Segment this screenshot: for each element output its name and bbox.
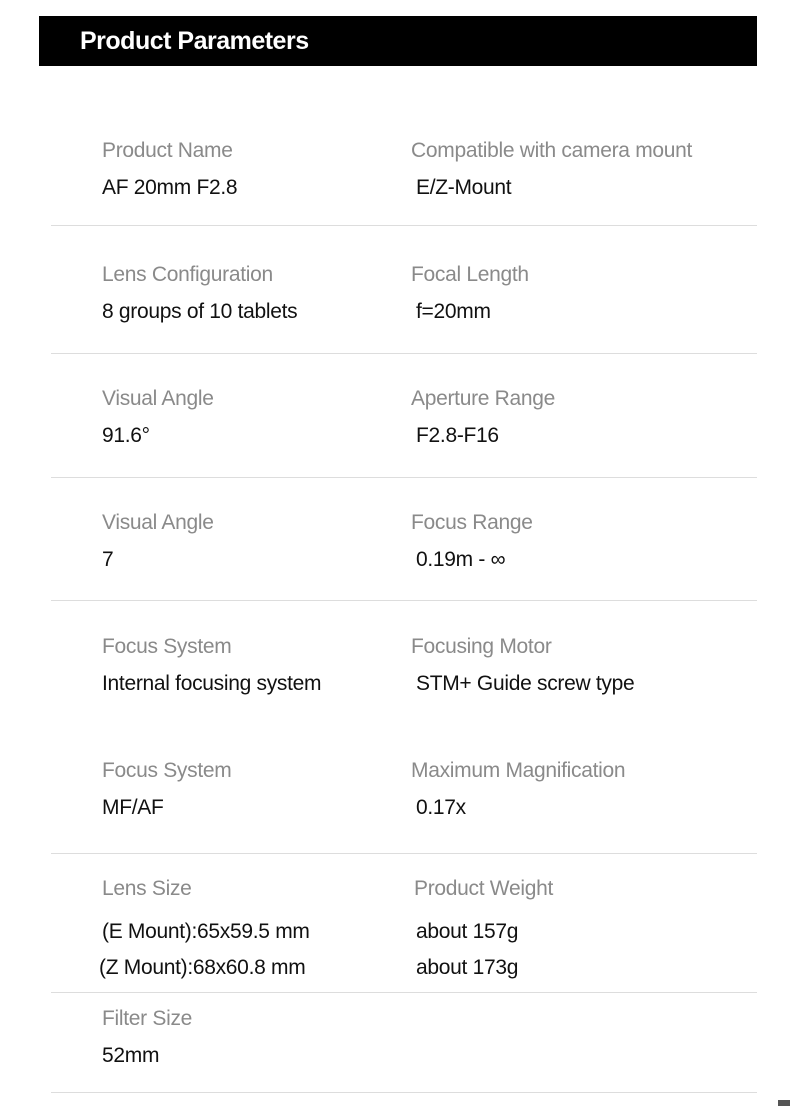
param-label-lens-configuration: Lens Configuration <box>102 263 273 286</box>
param-value-visual-angle-2: 7 <box>102 548 114 571</box>
param-value-camera-mount: E/Z-Mount <box>416 176 512 199</box>
param-label-filter-size: Filter Size <box>102 1007 193 1030</box>
param-label-focus-system-2: Focus System <box>102 759 232 782</box>
row-divider <box>51 992 757 993</box>
row-divider <box>51 1092 757 1093</box>
param-value-weight-e-mount: about 157g <box>416 920 519 943</box>
param-label-product-weight: Product Weight <box>414 877 553 900</box>
param-label-focus-range: Focus Range <box>411 511 533 534</box>
param-label-product-name: Product Name <box>102 139 233 162</box>
param-label-lens-size: Lens Size <box>102 877 192 900</box>
param-value-lens-configuration: 8 groups of 10 tablets <box>102 300 298 323</box>
row-divider <box>51 225 757 226</box>
param-value-aperture-range: F2.8-F16 <box>416 424 499 447</box>
param-label-focusing-motor: Focusing Motor <box>411 635 552 658</box>
param-value-focusing-motor: STM+ Guide screw type <box>416 672 635 695</box>
param-label-max-magnification: Maximum Magnification <box>411 759 626 782</box>
row-divider <box>51 477 757 478</box>
param-label-aperture-range: Aperture Range <box>411 387 556 410</box>
param-label-visual-angle-2: Visual Angle <box>102 511 214 534</box>
param-value-product-name: AF 20mm F2.8 <box>102 176 238 199</box>
param-value-max-magnification: 0.17x <box>416 796 466 819</box>
page-title: Product Parameters <box>80 27 309 55</box>
row-divider <box>51 353 757 354</box>
param-value-weight-z-mount: about 173g <box>416 956 519 979</box>
param-value-focus-system: Internal focusing system <box>102 672 322 695</box>
param-label-visual-angle: Visual Angle <box>102 387 214 410</box>
param-value-focal-length: f=20mm <box>416 300 491 323</box>
param-label-focal-length: Focal Length <box>411 263 529 286</box>
param-label-focus-system: Focus System <box>102 635 232 658</box>
param-value-lens-size-e-mount: (E Mount):65x59.5 mm <box>102 920 310 943</box>
param-label-camera-mount: Compatible with camera mount <box>411 139 693 162</box>
param-value-focus-system-2: MF/AF <box>102 796 164 819</box>
row-divider <box>51 600 757 601</box>
header-bar <box>39 16 757 66</box>
param-value-focus-range: 0.19m - ∞ <box>416 548 506 571</box>
param-value-filter-size: 52mm <box>102 1044 160 1067</box>
param-value-lens-size-z-mount: (Z Mount):68x60.8 mm <box>99 956 306 979</box>
row-divider <box>51 853 757 854</box>
corner-mark <box>778 1100 790 1106</box>
param-value-visual-angle: 91.6° <box>102 424 150 447</box>
